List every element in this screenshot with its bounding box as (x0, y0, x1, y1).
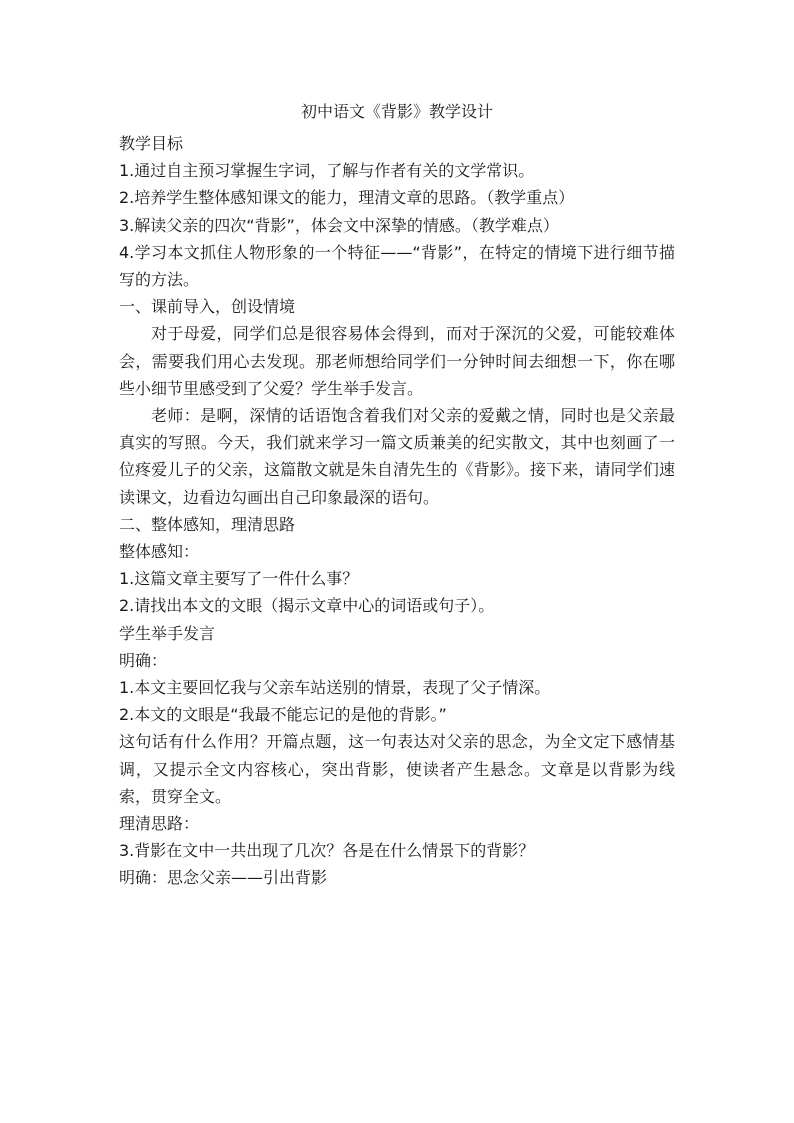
answer-item: 明确：思念父亲——引出背影 (119, 868, 328, 888)
document-title: 初中语文《背影》教学设计 (300, 102, 493, 121)
objective-item: 4.学习本文抓住人物形象的一个特征——“背影”，在特定的情境下进行细节描写的方法。 (119, 242, 675, 290)
objective-item: 2.培养学生整体感知课文的能力，理清文章的思路。（教学重点） (119, 188, 575, 208)
question-item: 1.这篇文章主要写了一件什么事？ (119, 569, 359, 589)
section-heading-overview: 二、整体感知，理清思路 (119, 514, 296, 534)
subheading: 明确： (119, 650, 168, 670)
body-paragraph: 老师：是啊，深情的话语饱含着我们对父亲的爱戴之情，同时也是父亲最真实的写照。今天，我们就来学习一篇文质兼美的纪实散文，其中也刻画了一位疼爱儿子的父亲，这篇散文就是朱自清先生的《背影》。接下来，请同学们速读课文，边看边勾画出自己印象最深的语句。 (119, 406, 675, 507)
subheading: 理清思路： (119, 814, 200, 834)
objective-item: 1.通过自主预习掌握生字词，了解与作者有关的文学常识。 (119, 161, 535, 181)
answer-item: 2.本文的文眼是“我最不能忘记的是他的背影。” (119, 705, 447, 725)
body-line: 学生举手发言 (119, 623, 216, 643)
subheading: 整体感知： (119, 542, 200, 562)
body-paragraph: 对于母爱，同学们总是很容易体会得到，而对于深沉的父爱，可能较难体会，需要我们用心去发现。那老师想给同学们一分钟时间去细想一下，你在哪些小细节里感受到了父爱？学生举手发言。 (119, 324, 675, 398)
body-paragraph: 这句话有什么作用？开篇点题，这一句表达对父亲的思念，为全文定下感情基调，又提示全文内容核心，突出背影，使读者产生悬念。文章是以背影为线索，贯穿全文。 (119, 732, 675, 806)
answer-item: 1.本文主要回忆我与父亲车站送别的情景，表现了父子情深。 (119, 678, 551, 698)
objective-item: 3.解读父亲的四次“背影”，体会文中深挚的情感。（教学难点） (119, 215, 559, 235)
question-item: 2.请找出本文的文眼（揭示文章中心的词语或句子）。 (119, 596, 495, 616)
section-heading-objectives: 教学目标 (119, 134, 184, 153)
section-heading-intro: 一、课前导入，创设情境 (119, 297, 296, 317)
document-body (119, 130, 675, 892)
question-item: 3.背影在文中一共出现了几次？各是在什么情景下的背影？ (119, 841, 535, 861)
